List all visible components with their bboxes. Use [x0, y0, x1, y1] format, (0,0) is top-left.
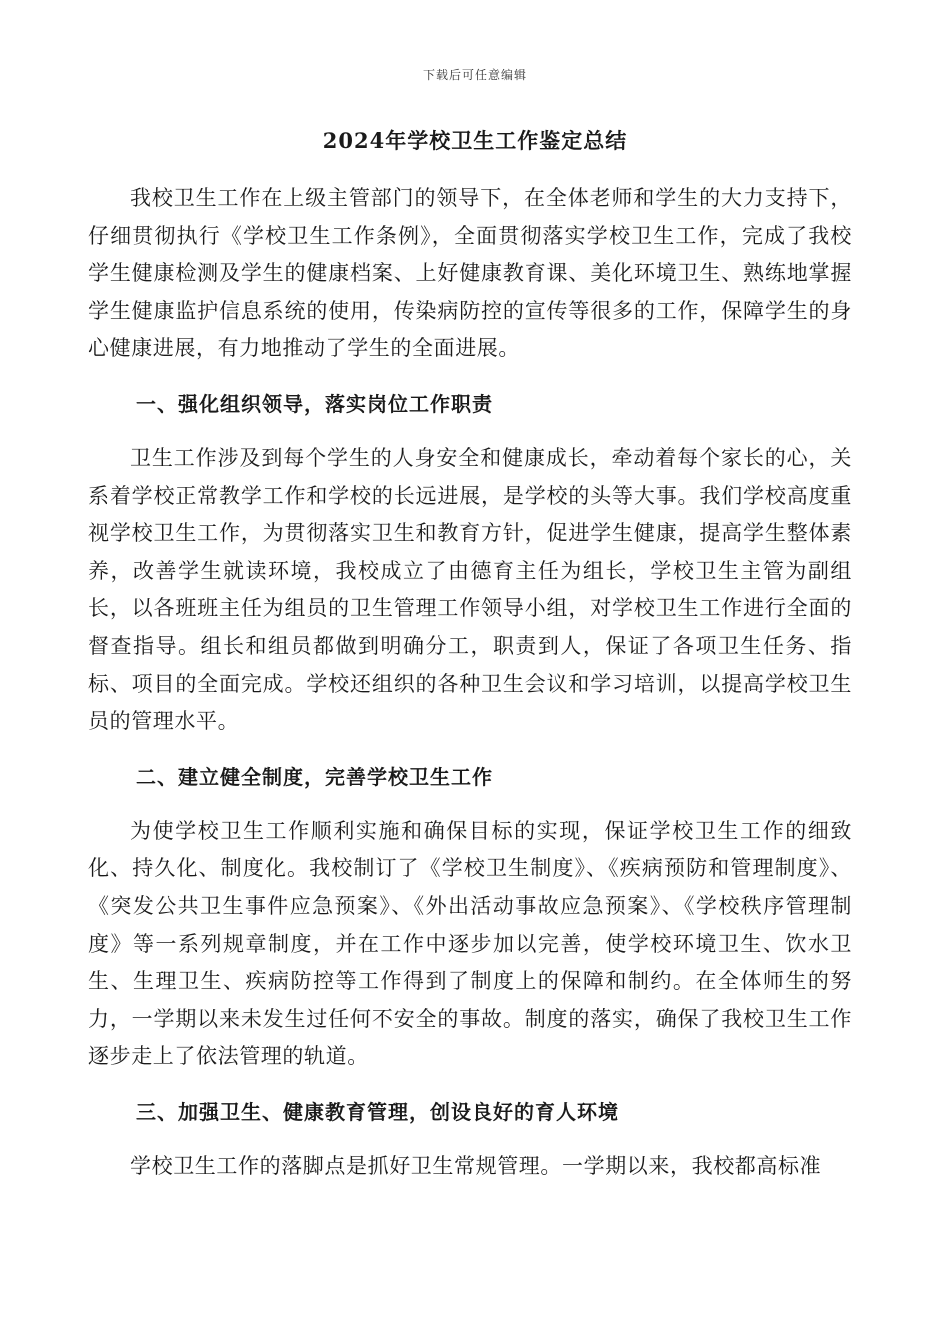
section-body-3: 学校卫生工作的落脚点是抓好卫生常规管理。一学期以来，我校都高标准 — [130, 1153, 822, 1178]
section-heading-1: 一、强化组织领导，落实岗位工作职责 — [136, 391, 493, 416]
document-title: 2024年学校卫生工作鉴定总结 — [322, 128, 628, 153]
intro-paragraph: 我校卫生工作在上级主管部门的领导下，在全体老师和学生的大力支持下，仔细贯彻执行《学校卫生工作条例》，全面贯彻落实学校卫生工作，完成了我校学生健康检测及学生的健康档案、上好健康教育课、美化环境卫生、熟练地掌握学生健康监护信息系统的使用，传染病防控的宣传等很多的工作，保障学生的身心健康进展，有力地推动了学生的全面进展。 — [88, 186, 852, 361]
header-note: 下载后可任意编辑 — [422, 68, 527, 82]
section-body-1: 卫生工作涉及到每个学生的人身安全和健康成长，牵动着每个家长的心，关系着学校正常教学工作和学校的长远进展，是学校的头等大事。我们学校高度重视学校卫生工作，为贯彻落实卫生和教育方针，促进学生健康，提高学生整体素养，改善学生就读环境，我校成立了由德育主任为组长，学校卫生主管为副组长，以各班班主任为组员的卫生管理工作领导小组，对学校卫生工作进行全面的督查指导。组长和组员都做到明确分工，职责到人，保证了各项卫生任务、指标、项目的全面完成。学校还组织的各种卫生会议和学习培训，以提高学校卫生员的管理水平。 — [88, 445, 852, 734]
section-heading-2: 二、建立健全制度，完善学校卫生工作 — [136, 764, 493, 789]
section-heading-3: 三、加强卫生、健康教育管理，创设良好的育人环境 — [136, 1099, 619, 1124]
section-body-2: 为使学校卫生工作顺利实施和确保目标的实现，保证学校卫生工作的细致化、持久化、制度化。我校制订了《学校卫生制度》、《疾病预防和管理制度》、《突发公共卫生事件应急预案》、《外出活动事故应急预案》、《学校秩序管理制度》等一系列规章制度，并在工作中逐步加以完善，使学校环境卫生、饮水卫生、生理卫生、疾病防控等工作得到了制度上的保障和制约。在全体师生的努力，一学期以来未发生过任何不安全的事故。制度的落实，确保了我校卫生工作逐步走上了依法管理的轨道。 — [88, 818, 852, 1069]
document-body — [88, 180, 852, 1185]
